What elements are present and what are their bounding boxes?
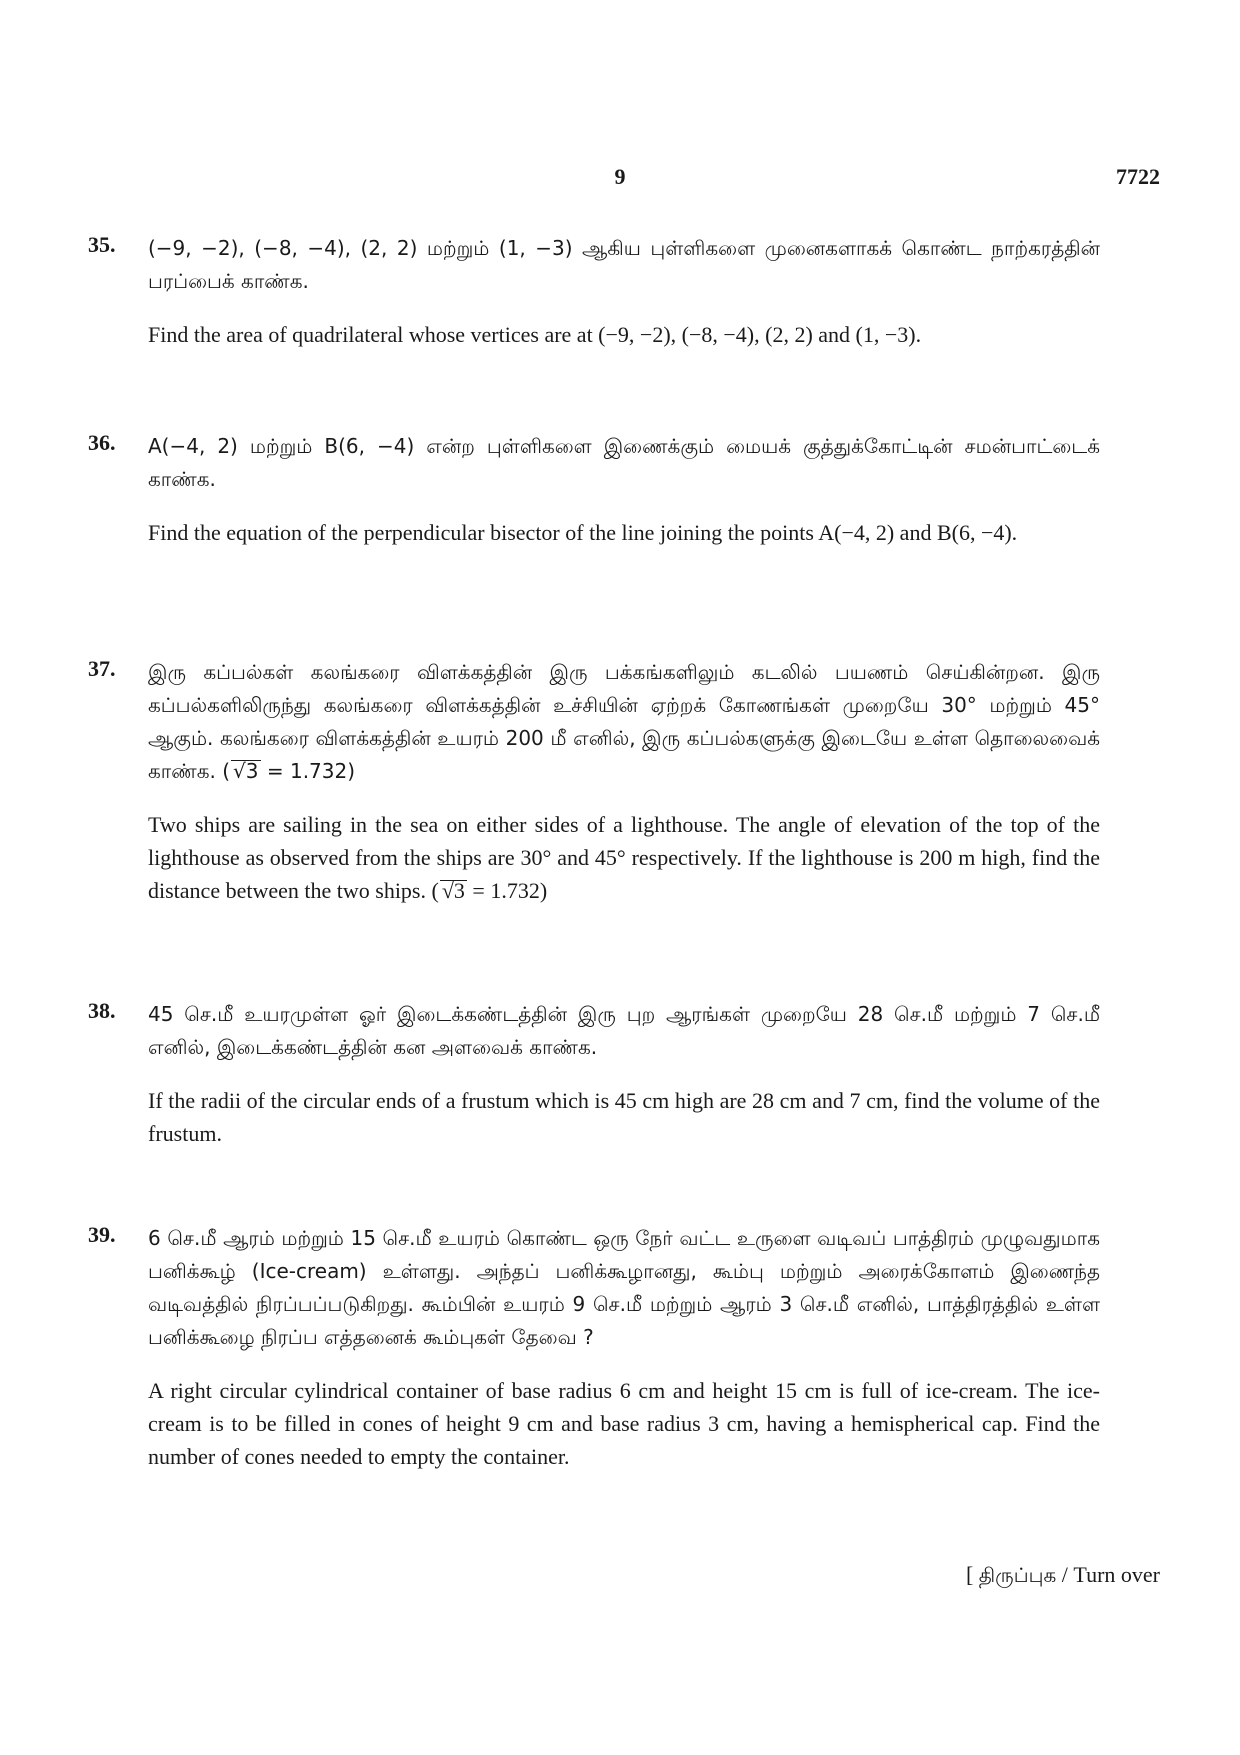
question-text-tamil: 45 செ.மீ உயரமுள்ள ஓர் இடைக்கண்டத்தின் இரு புற ஆரங்கள் முறையே 28 செ.மீ மற்றும் 7 செ.மீ எனில், இடைக்கண்டத்தின் கன அளவைக் காண்க. (148, 1002, 1100, 1059)
question-body (148, 430, 1100, 549)
question-text-tamil: (−9, −2), (−8, −4), (2, 2) மற்றும் (1, −3) ஆகிய புள்ளிகளை முனைகளாகக் கொண்ட நாற்கரத்தின் பரப்பைக் காண்க. (148, 236, 1100, 293)
sqrt-radicand: 3 (453, 878, 465, 903)
question-text-tamil: இரு கப்பல்கள் கலங்கரை விளக்கத்தின் இரு பக்கங்களிலும் கடலில் பயணம் செய்கின்றன. இரு கப்பல்களிலிருந்து கலங்கரை விளக்கத்தின் உச்சியின் ஏற்றக் கோணங்கள் முறையே 30° மற்றும் 45° ஆகும். கலங்கரை விளக்கத்தின் உயரம் 200 மீ எனில், இரு கப்பல்களுக்கு இடையே உள்ள தொலைவைக் காண்க. ( √3 = 1.732) (148, 660, 1100, 783)
turn-over-separator: / (1056, 1562, 1074, 1587)
question-text-english: Two ships are sailing in the sea on either sides of a lighthouse. The angle of elevation of the top of the lighthouse as observed from the ships are 30° and 45° respectively. If the lighthouse is 200 m high, find the distance between the two ships. ( √3 = 1.732) (148, 812, 1100, 903)
question-text-english: If the radii of the circular ends of a frustum which is 45 cm high are 28 cm and 7 cm, find the volume of the frustum. (148, 1088, 1100, 1146)
turn-over-english: Turn over (1073, 1562, 1160, 1587)
tamil-text: இரு கப்பல்கள் கலங்கரை விளக்கத்தின் இரு பக்கங்களிலும் கடலில் பயணம் செய்கின்றன. இரு கப்பல்களிலிருந்து கலங்கரை விளக்கத்தின் உச்சியின் ஏற்றக் கோணங்கள் முறையே 30° மற்றும் 45° ஆகும். கலங்கரை விளக்கத்தின் உயரம் 200 மீ எனில், இரு கப்பல்களுக்கு இடையே உள்ள தொலைவைக் காண்க. (148, 660, 1100, 783)
question-body (148, 232, 1100, 351)
turn-over-tamil: திருப்புக (978, 1563, 1057, 1587)
sqrt-value: = 1.732 (266, 759, 348, 783)
question-number: 38. (88, 998, 116, 1023)
english-text: Two ships are sailing in the sea on either sides of a lighthouse. The angle of elevation of the top of the lighthouse as observed from the ships are 30° and 45° respectively. If the lighthouse is 200 m high, find the distance between the two ships. (148, 812, 1100, 903)
question-text-english: Find the area of quadrilateral whose vertices are at (−9, −2), (−8, −4), (2, 2) and (1, −3). (148, 322, 922, 347)
question-body (148, 656, 1100, 907)
sqrt-radicand: 3 (245, 759, 259, 783)
turn-over-bracket: [ (965, 1562, 979, 1587)
question-number: 39. (88, 1222, 116, 1247)
sqrt-value: = 1.732 (472, 878, 540, 903)
question-body (148, 998, 1100, 1150)
sqrt-symbol: √3 (441, 878, 465, 903)
turn-over-note (966, 1562, 1160, 1590)
page-number: 9 (614, 164, 626, 189)
question-text-english: Find the equation of the perpendicular bisector of the line joining the points A(−4, 2) and B(6, −4). (148, 520, 1018, 545)
question-number: 37. (88, 656, 116, 681)
paper-code: 7722 (1116, 164, 1160, 189)
question-text-tamil: A(−4, 2) மற்றும் B(6, −4) என்ற புள்ளிகளை இணைக்கும் மையக் குத்துக்கோட்டின் சமன்பாட்டைக் காண்க. (148, 434, 1100, 491)
question-number: 36. (88, 430, 116, 455)
question-39 (88, 1222, 1100, 1473)
question-35 (88, 232, 1100, 351)
question-37 (88, 656, 1100, 907)
question-body (148, 1222, 1100, 1473)
question-text-tamil: 6 செ.மீ ஆரம் மற்றும் 15 செ.மீ உயரம் கொண்ட ஒரு நேர் வட்ட உருளை வடிவப் பாத்திரம் முழுவதுமாக பனிக்கூழ் (Ice-cream) உள்ளது. அந்தப் பனிக்கூழானது, கூம்பு மற்றும் அரைக்கோளம் இணைந்த வடிவத்தில் நிரப்பப்படுகிறது. கூம்பின் உயரம் 9 செ.மீ மற்றும் ஆரம் 3 செ.மீ எனில், பாத்திரத்தில் உள்ள பனிக்கூழை நிரப்ப எத்தனைக் கூம்புகள் தேவை ? (148, 1226, 1100, 1349)
question-38 (88, 998, 1100, 1150)
sqrt-symbol: √3 (233, 759, 259, 783)
question-number: 35. (88, 232, 116, 257)
question-36 (88, 430, 1100, 549)
question-text-english: A right circular cylindrical container of base radius 6 cm and height 15 cm is full of ice-cream. The ice-cream is to be filled in cones of height 9 cm and base radius 3 cm, having a hemispherical cap. Find the number of cones needed to empty the container. (148, 1378, 1100, 1469)
